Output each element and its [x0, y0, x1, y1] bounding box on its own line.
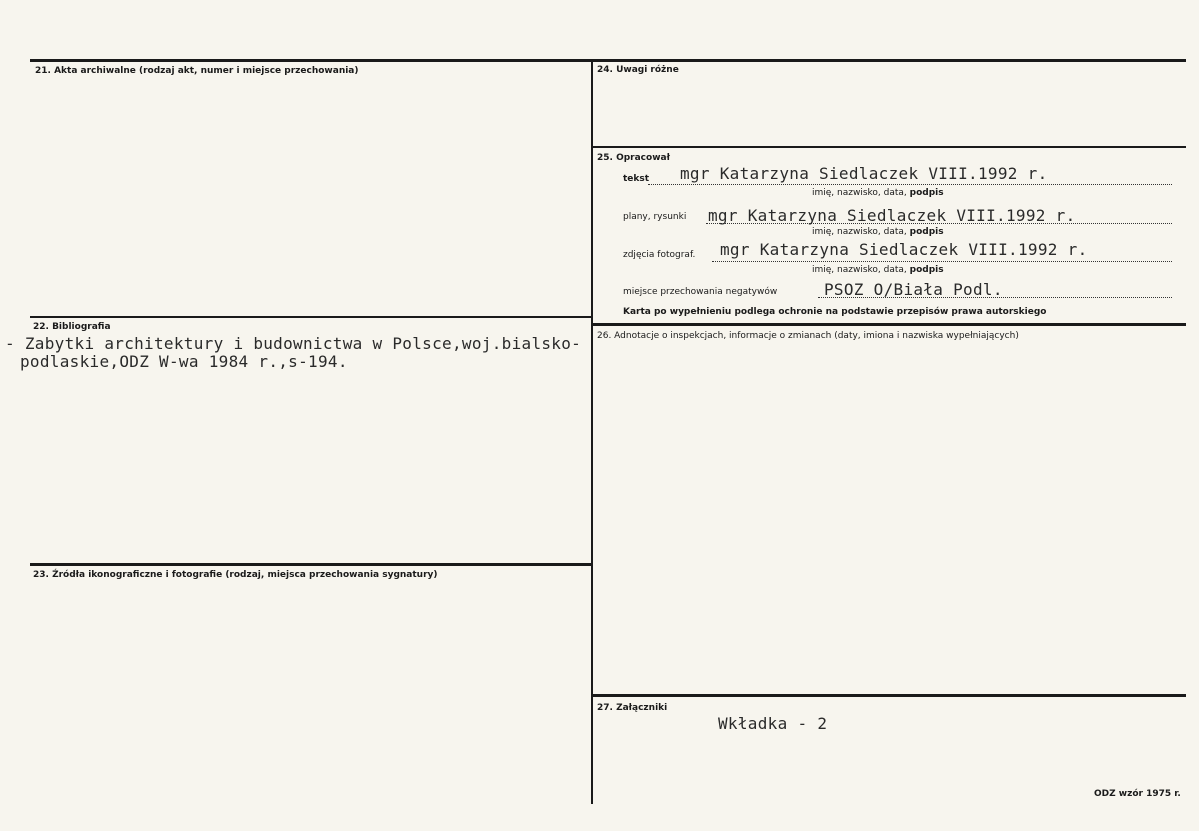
zdjecia-dotted-line	[712, 261, 1172, 262]
section-21-label: 21. Akta archiwalne (rodzaj akt, numer i miejsce przechowania)	[35, 66, 359, 76]
section-27-label: 27. Załączniki	[597, 703, 668, 713]
bibliography-entry-line-1: - Zabytki architektury i budownictwa w Polsce,woj.bialsko-	[5, 334, 582, 353]
tekst-value: mgr Katarzyna Siedlaczek VIII.1992 r.	[680, 164, 1048, 183]
section-22-label: 22. Bibliografia	[33, 322, 111, 332]
form-code: ODZ wzór 1975 r.	[1094, 789, 1181, 799]
bibliography-entry-line-2: podlaskie,ODZ W-wa 1984 r.,s-194.	[20, 352, 348, 371]
section-25-label: 25. Opracował	[597, 153, 670, 163]
plany-value: mgr Katarzyna Siedlaczek VIII.1992 r.	[708, 206, 1076, 225]
top-rule	[30, 59, 1186, 62]
section-24-label: 24. Uwagi różne	[597, 65, 679, 75]
rule-left-23	[30, 563, 591, 566]
copyright-notice: Karta po wypełnieniu podlega ochronie na podstawie przepisów prawa autorskiego	[623, 307, 1047, 317]
plany-caption: imię, nazwisko, data, podpis	[812, 227, 944, 237]
section-26-label: 26. Adnotacje o inspekcjach, informacje o zmianach (daty, imiona i nazwiska wypełniających)	[597, 331, 1019, 341]
rule-right-27	[593, 694, 1186, 697]
tekst-caption: imię, nazwisko, data, podpis	[812, 188, 944, 198]
rule-right-26	[593, 323, 1186, 326]
zdjecia-value: mgr Katarzyna Siedlaczek VIII.1992 r.	[720, 240, 1088, 259]
rule-right-25	[593, 146, 1186, 148]
tekst-dotted-line	[648, 184, 1172, 185]
tekst-label: tekst	[623, 174, 650, 184]
rule-left-22	[30, 316, 591, 318]
plany-label: plany, rysunki	[623, 212, 687, 222]
zdjecia-label: zdjęcia fotograf.	[623, 250, 696, 260]
negatywy-label: miejsce przechowania negatywów	[623, 287, 778, 297]
negatywy-value: PSOZ O/Biała Podl.	[824, 280, 1003, 299]
zdjecia-caption: imię, nazwisko, data, podpis	[812, 265, 944, 275]
attachments-value: Wkładka - 2	[718, 714, 828, 733]
center-divider	[591, 59, 593, 804]
section-23-label: 23. Źródła ikonograficzne i fotografie (rodzaj, miejsca przechowania sygnatury)	[33, 570, 438, 580]
